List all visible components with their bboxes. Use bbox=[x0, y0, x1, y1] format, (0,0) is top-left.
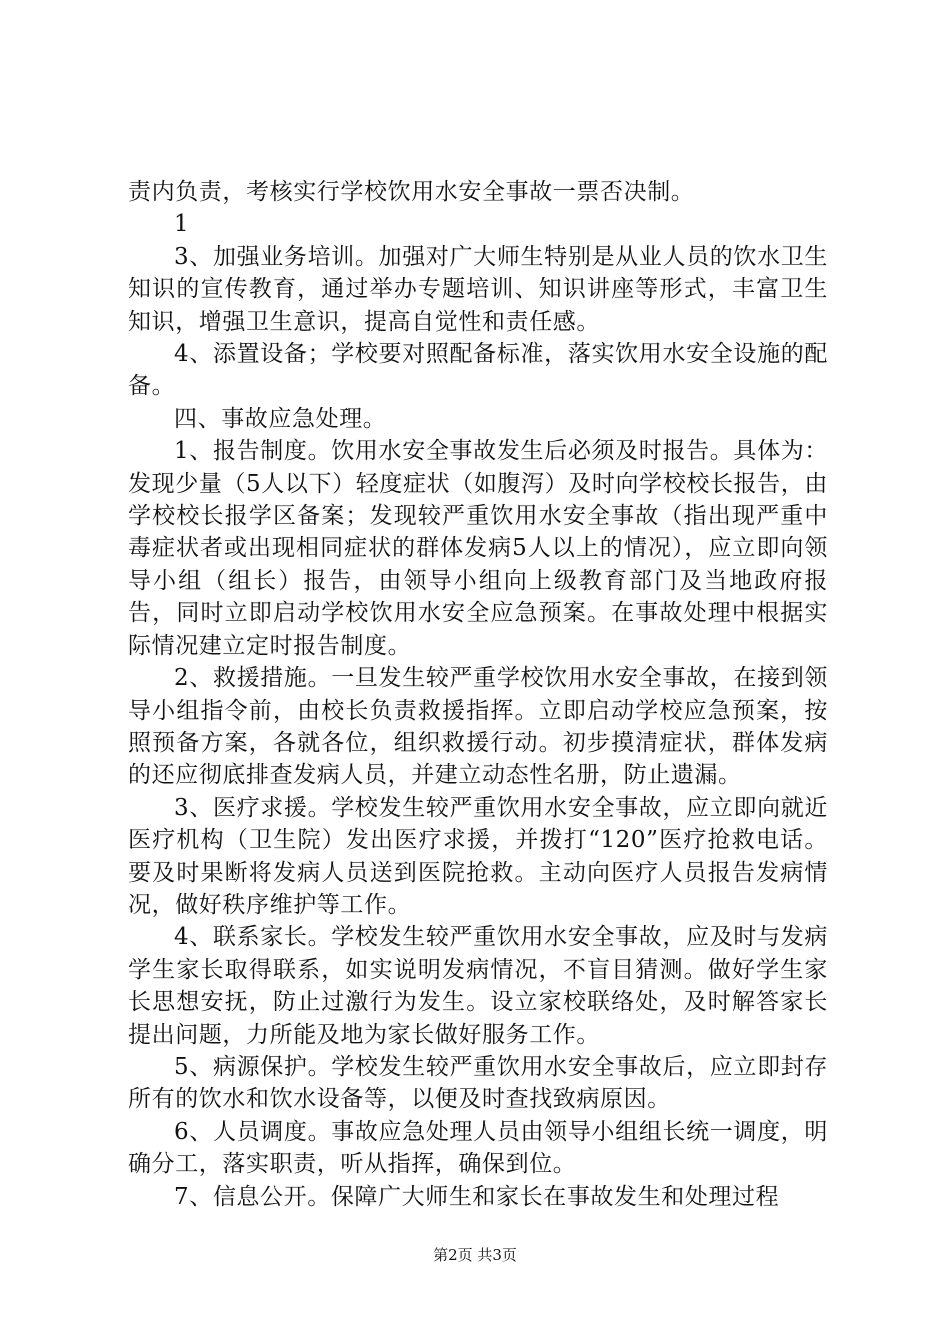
section-heading-emergency: 四、事故应急处理。 bbox=[174, 405, 387, 432]
document-body bbox=[128, 176, 828, 1213]
paragraph-equipment: 4、添置设备；学校要对照配备标准，落实饮用水安全设施的配备。 bbox=[128, 341, 828, 400]
paragraph-medical: 3、医疗求援。学校发生较严重饮用水安全事故，应立即向就近医疗机构（卫生院）发出医疗求援，并拨打“120”医疗抢救电话。要及时果断将发病人员送到医院抢救。主动向医疗人员报告发病情况，做好秩序维护等工作。 bbox=[128, 794, 828, 918]
paragraph-parents: 4、联系家长。学校发生较严重饮用水安全事故，应及时与发病学生家长取得联系，如实说明发病情况，不盲目猜测。做好学生家长思想安抚，防止过激行为发生。设立家校联络处，及时解答家长提出问题，力所能及地为家长做好服务工作。 bbox=[128, 924, 828, 1048]
paragraph-staff-dispatch: 6、人员调度。事故应急处理人员由领导小组组长统一调度，明确分工，落实职责，听从指挥，确保到位。 bbox=[128, 1118, 828, 1178]
paragraph-source-protection: 5、病源保护。学校发生较严重饮用水安全事故后，应立即封存所有的饮水和饮水设备等，以便及时查找致病原因。 bbox=[128, 1053, 828, 1113]
paragraph-reporting: 1、报告制度。饮用水安全事故发生后必须及时报告。具体为：发现少量（5人以下）轻度症状（如腹泻）及时向学校校长报告，由学校校长报学区备案；发现较严重饮用水安全事故（指出现严重中毒症状者或出现相同症状的群体发病5人以上的情况），应立即向领导小组（组长）报告，由领导小组向上级教育部门及当地政府报告，同时立即启动学校饮用水安全应急预案。在事故处理中根据实际情况建立定时报告制度。 bbox=[128, 438, 828, 659]
inline-page-number: 1 bbox=[174, 211, 189, 238]
paragraph-information: 7、信息公开。保障广大师生和家长在事故发生和处理过程 bbox=[174, 1183, 780, 1210]
paragraph-continuation: 责内负责，考核实行学校饮用水安全事故一票否决制。 bbox=[128, 179, 695, 205]
paragraph-training: 3、加强业务培训。加强对广大师生特别是从业人员的饮水卫生知识的宣传教育，通过举办专题培训、知识讲座等形式，丰富卫生知识，增强卫生意识，提高自觉性和责任感。 bbox=[128, 243, 828, 335]
page-footer: 第2页 共3页 bbox=[433, 1246, 517, 1264]
paragraph-rescue: 2、救援措施。一旦发生较严重学校饮用水安全事故，在接到领导小组指令前，由校长负责救援指挥。立即启动学校应急预案，按照预备方案，各就各位，组织救援行动。初步摸清症状，群体发病的还应彻底排查发病人员，并建立动态性名册，防止遗漏。 bbox=[128, 665, 828, 789]
